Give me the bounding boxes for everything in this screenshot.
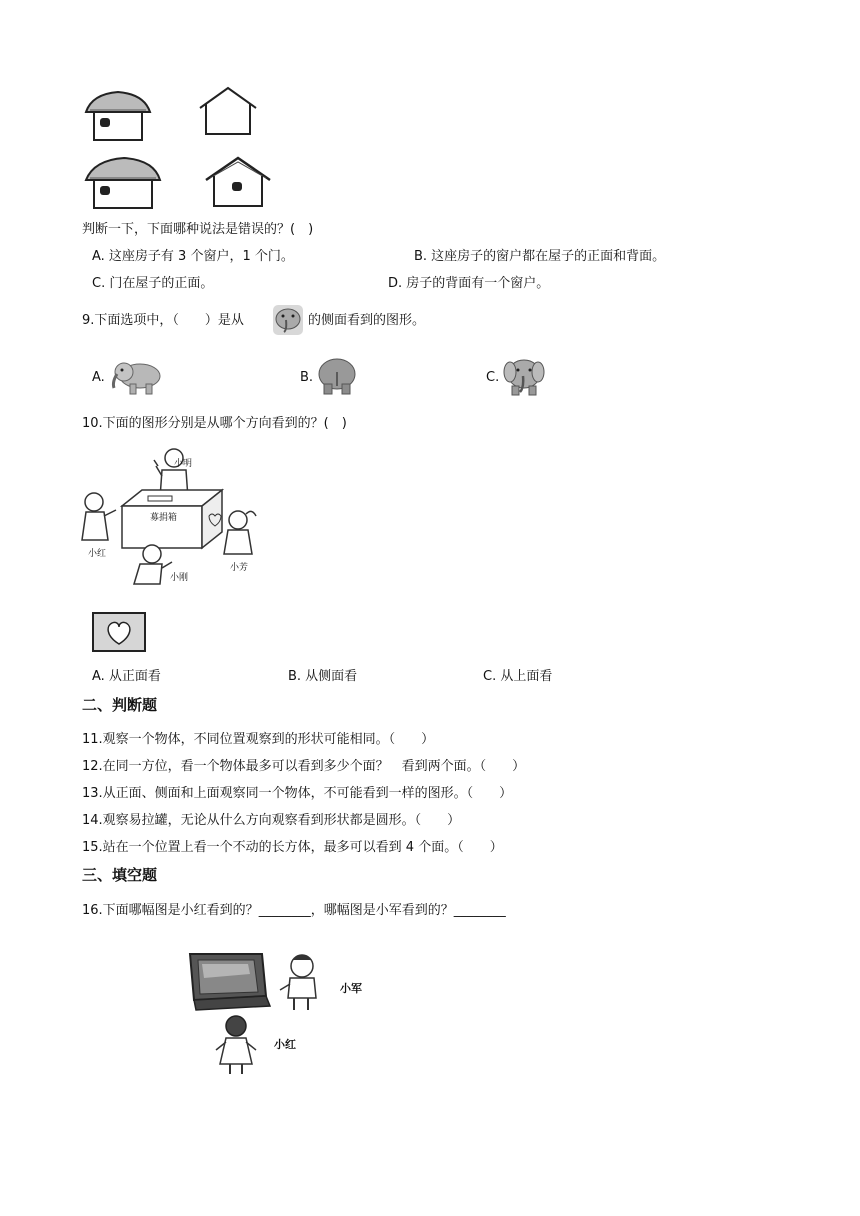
house-outline-window-figure bbox=[202, 154, 274, 210]
house-outline-back-figure bbox=[196, 86, 260, 138]
elephant-front-icon bbox=[272, 304, 304, 336]
label-xiaofang: 小芳 bbox=[230, 563, 249, 573]
q8-option-c: C. 门在屋子的正面。 bbox=[92, 276, 214, 291]
q10-option-b: B. 从侧面看 bbox=[288, 669, 358, 684]
q13: 13.从正面、侧面和上面观察同一个物体，不可能看到一样的图形。（ ） bbox=[82, 786, 513, 801]
section-title-judgment: 二、判断题 bbox=[82, 696, 158, 714]
section-title-fill-blank: 三、填空题 bbox=[82, 866, 158, 884]
q16-blank-2[interactable]: ________ bbox=[453, 903, 506, 918]
q8-option-a: A. 这座房子有 3 个窗户，1 个门。 bbox=[92, 249, 294, 264]
q9-stem-end: 的侧面看到的图形。 bbox=[308, 313, 426, 328]
elephant-front-option-icon bbox=[502, 356, 546, 398]
q16-part2: ，哪幅图是小军看到的？ bbox=[310, 903, 454, 918]
q14: 14.观察易拉罐，无论从什么方向观察看到形状都是圆形。（ ） bbox=[82, 813, 461, 828]
q9-option-a: A. bbox=[92, 370, 105, 385]
q8-option-d: D. 房子的背面有一个窗户。 bbox=[388, 276, 550, 291]
q9-option-c: C. bbox=[486, 370, 500, 385]
label-xiaogang: 小刚 bbox=[170, 573, 189, 583]
label-xiaohong-2: 小红 bbox=[274, 1038, 296, 1051]
q10-option-c: C. 从上面看 bbox=[483, 669, 553, 684]
label-xiaoming: 小明 bbox=[174, 459, 193, 469]
q9-stem-start: 9.下面选项中，（ ）是从 bbox=[82, 313, 244, 328]
house-thatched-front-figure bbox=[82, 88, 154, 144]
q16-blank-1[interactable]: ________ bbox=[258, 903, 311, 918]
tv-scene-figure bbox=[188, 950, 334, 1078]
q8-option-b: B. 这座房子的窗户都在屋子的正面和背面。 bbox=[414, 249, 666, 264]
q9-option-b: B. bbox=[300, 370, 314, 385]
q15: 15.站在一个位置上看一个不动的长方体，最多可以看到 4 个面。（ ） bbox=[82, 840, 503, 855]
label-xiaojun: 小军 bbox=[340, 982, 362, 995]
q10-option-a: A. 从正面看 bbox=[92, 669, 161, 684]
label-xiaohong: 小红 bbox=[88, 549, 107, 559]
heart-view-figure bbox=[92, 612, 146, 652]
q8-stem: 判断一下，下面哪种说法是错误的？( ) bbox=[82, 222, 314, 237]
q10-stem: 10.下面的图形分别是从哪个方向看到的？( ) bbox=[82, 416, 347, 431]
house-thatched-side-figure bbox=[84, 156, 162, 212]
q16 bbox=[82, 902, 506, 920]
q11: 11.观察一个物体，不同位置观察到的形状可能相同。（ ） bbox=[82, 732, 435, 747]
q16-part1: 16.下面哪幅图是小红看到的？ bbox=[82, 903, 259, 918]
label-donation-box: 募捐箱 bbox=[150, 513, 178, 523]
q12: 12.在同一方位，看一个物体最多可以看到多少个面？ 看到两个面。（ ） bbox=[82, 759, 526, 774]
elephant-back-icon bbox=[314, 356, 360, 396]
elephant-side-icon bbox=[110, 358, 168, 396]
